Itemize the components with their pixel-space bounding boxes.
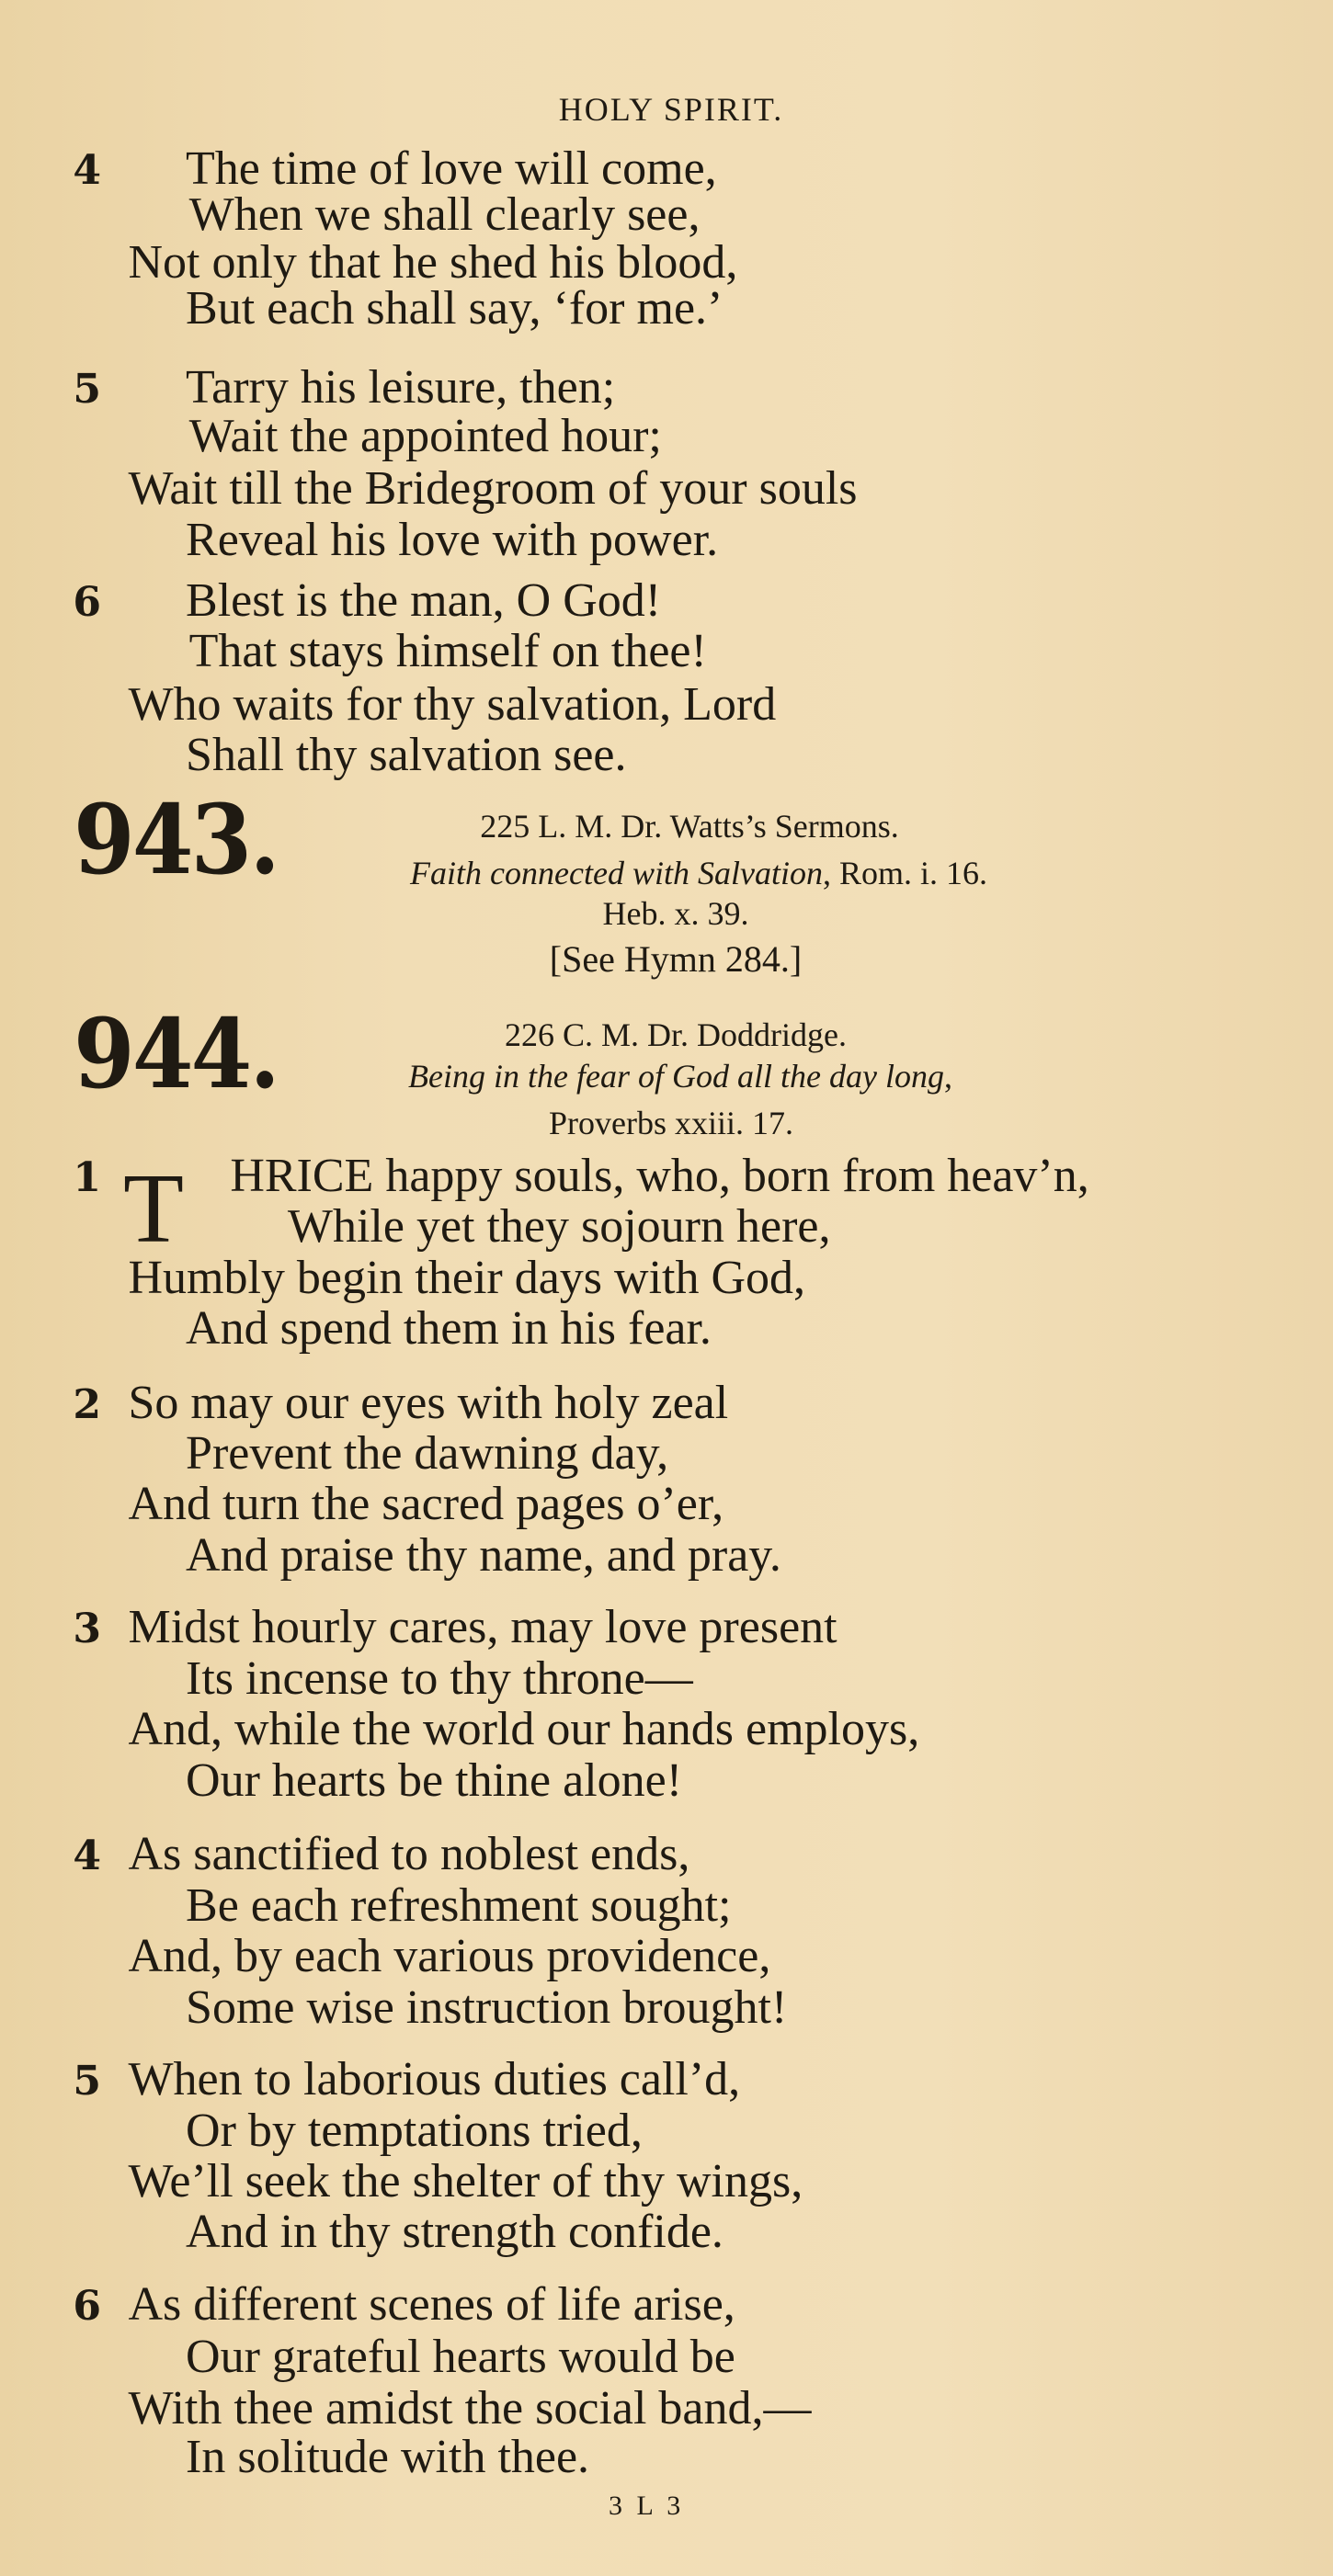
- stanza-number: 5: [73, 365, 101, 413]
- verse-line: Blest is the man, O God!: [186, 573, 662, 627]
- verse-line: Midst hourly cares, may love present: [128, 1601, 837, 1654]
- verse-line: As different scenes of life arise,: [128, 2278, 735, 2332]
- stanza-number: 2: [73, 1380, 101, 1428]
- stanza-number: 3: [73, 1606, 101, 1653]
- page-signature: 3 L 3: [609, 2491, 685, 2521]
- verse-line: Wait the appointed hour;: [188, 410, 662, 463]
- verse-line: Or by temptations tried,: [186, 2104, 643, 2157]
- verse-line: HRICE happy souls, who, born from heav’n,: [230, 1149, 1089, 1202]
- stanza-number: 5: [73, 2058, 101, 2105]
- hymn-title-line: [410, 857, 987, 890]
- stanza-number: 6: [73, 2283, 101, 2331]
- verse-line: And spend them in his fear.: [186, 1302, 712, 1356]
- verse-line: Reveal his love with power.: [186, 513, 719, 566]
- drop-cap: T: [123, 1154, 184, 1264]
- scripture-reference-2: Proverbs xxiii. 17.: [549, 1105, 793, 1141]
- running-header: HOLY SPIRIT.: [558, 91, 784, 128]
- scripture-reference-2: Heb. x. 39.: [602, 895, 749, 932]
- stanza-number: 6: [73, 578, 101, 626]
- verse-line: But each shall say, ‘for me.’: [186, 281, 723, 335]
- verse-line: Be each refreshment sought;: [186, 1878, 732, 1932]
- cross-reference-note: [See Hymn 284.]: [549, 938, 803, 980]
- hymn-title: Being in the fear of God all the day long: [408, 1058, 944, 1095]
- verse-line: In solitude with thee.: [186, 2431, 590, 2484]
- verse-line: And, by each various providence,: [128, 1930, 771, 1983]
- verse-line: So may our eyes with holy zeal: [128, 1376, 729, 1429]
- verse-line: Our hearts be thine alone!: [186, 1753, 683, 1807]
- verse-line: While yet they sojourn here,: [287, 1200, 831, 1254]
- tune-line: 226 C. M. Dr. Doddridge.: [505, 1016, 847, 1053]
- verse-line: And praise thy name, and pray.: [186, 1528, 781, 1582]
- verse-line: Shall thy salvation see.: [186, 729, 627, 782]
- verse-line: Humbly begin their days with God,: [128, 1251, 806, 1304]
- tune-line: 225 L. M. Dr. Watts’s Sermons.: [480, 808, 899, 845]
- verse-line: Some wise instruction brought!: [186, 1980, 788, 2034]
- hymn-title-line: [408, 1060, 952, 1093]
- stanza-number: 1: [73, 1153, 101, 1201]
- scripture-reference: , Rom. i. 16.: [822, 855, 987, 891]
- verse-line: As sanctified to noblest ends,: [128, 1828, 690, 1881]
- hymn-number: 943.: [74, 783, 278, 896]
- verse-line: Its incense to thy throne—: [186, 1651, 693, 1705]
- verse-line: Who waits for thy salvation, Lord: [128, 677, 777, 731]
- verse-line: Our grateful hearts would be: [186, 2331, 735, 2384]
- hymn-number: 944.: [74, 997, 278, 1110]
- verse-line: And, while the world our hands employs,: [128, 1703, 920, 1756]
- scripture-reference: ,: [943, 1058, 952, 1095]
- stanza-number: 4: [73, 146, 101, 194]
- verse-line: Prevent the dawning day,: [186, 1426, 669, 1480]
- verse-line: Not only that he shed his blood,: [128, 235, 738, 289]
- verse-line: With thee amidst the social band,—: [128, 2381, 812, 2434]
- verse-line: Tarry his leisure, then;: [186, 360, 616, 414]
- verse-line: The time of love will come,: [186, 142, 717, 195]
- verse-line: When to laborious duties call’d,: [128, 2053, 741, 2106]
- verse-line: And in thy strength confide.: [186, 2206, 723, 2259]
- verse-line: Wait till the Bridegroom of your souls: [128, 462, 858, 516]
- hymn-title: Faith connected with Salvation: [410, 855, 823, 891]
- verse-line: And turn the sacred pages o’er,: [128, 1478, 724, 1531]
- verse-line: That stays himself on thee!: [188, 625, 707, 678]
- verse-line: When we shall clearly see,: [188, 187, 701, 241]
- stanza-number: 4: [73, 1833, 101, 1880]
- verse-line: We’ll seek the shelter of thy wings,: [128, 2155, 803, 2208]
